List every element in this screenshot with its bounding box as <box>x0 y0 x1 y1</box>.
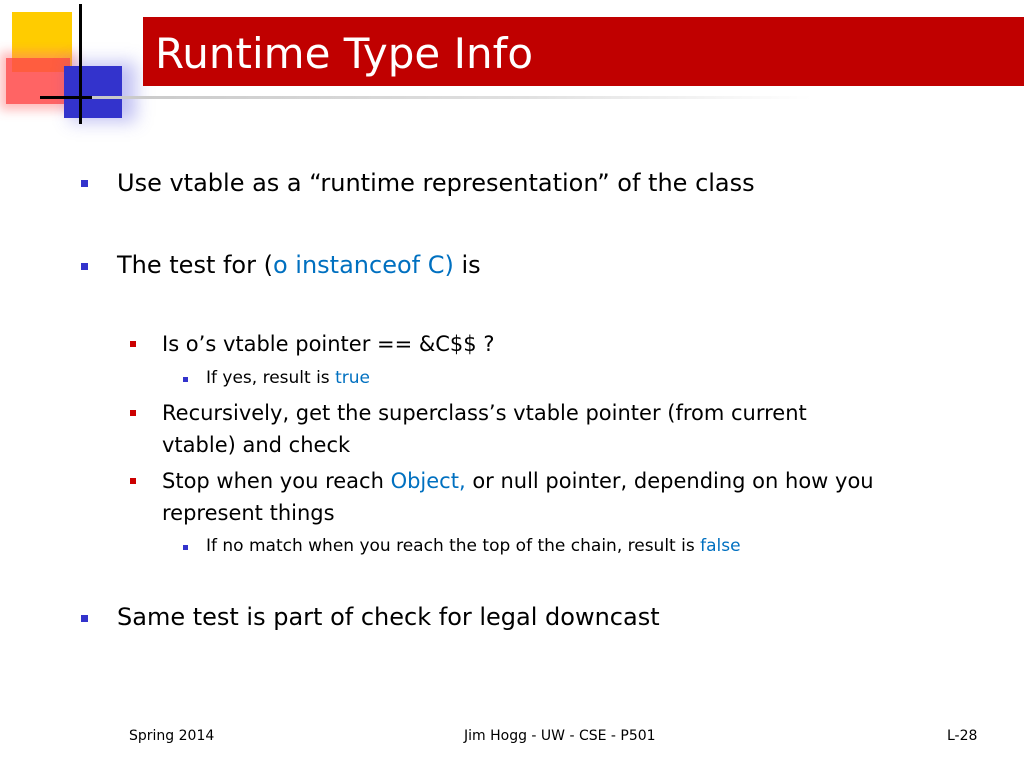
logo-blue-square <box>64 66 122 118</box>
text-segment: If no match when you reach the top of the chain, result is <box>206 536 701 556</box>
bullet-marker <box>183 377 188 382</box>
logo-vertical-line <box>79 4 82 124</box>
bullet-marker <box>81 615 88 622</box>
bullet-marker <box>81 180 88 187</box>
text-segment: If yes, result is <box>206 368 336 388</box>
footer-date: Spring 2014 <box>129 728 215 744</box>
bullet-downcast: Same test is part of check for legal downcast <box>117 603 660 631</box>
footer-author: Jim Hogg - UW - CSE - P501 <box>464 728 656 744</box>
bullet-marker <box>130 341 136 347</box>
sub-bullet-stop-when <box>162 465 897 529</box>
keyword-true: true <box>335 368 370 388</box>
bullet-marker <box>130 410 136 416</box>
bullet-marker <box>183 545 188 550</box>
code-instanceof: o instanceof C) <box>272 251 454 279</box>
text-segment: is <box>453 251 481 279</box>
slide-logo <box>0 0 150 130</box>
bullet-instanceof-test <box>117 250 481 280</box>
text-segment: or null pointer, depending on how you represent things <box>162 469 874 525</box>
text-segment: Stop when you reach <box>162 469 391 493</box>
bullet-marker <box>81 263 88 270</box>
bullet-marker <box>130 478 136 484</box>
text-segment: The test for ( <box>117 251 273 279</box>
sub-sub-bullet-if-yes <box>206 366 370 390</box>
bullet-vtable-runtime: Use vtable as a “runtime representation” of the class <box>117 169 755 197</box>
title-underline <box>92 96 812 99</box>
keyword-false: false <box>700 536 741 556</box>
keyword-object: Object, <box>390 469 466 493</box>
sub-bullet-recursively: Recursively, get the superclass’s vtable pointer (from current vtable) and check <box>162 401 807 457</box>
slide-title: Runtime Type Info <box>155 29 534 78</box>
footer-slide-number: L-28 <box>947 728 978 744</box>
sub-bullet-vtable-pointer: Is o’s vtable pointer == &C$$ ? <box>162 332 495 356</box>
sub-sub-bullet-no-match <box>206 534 741 558</box>
